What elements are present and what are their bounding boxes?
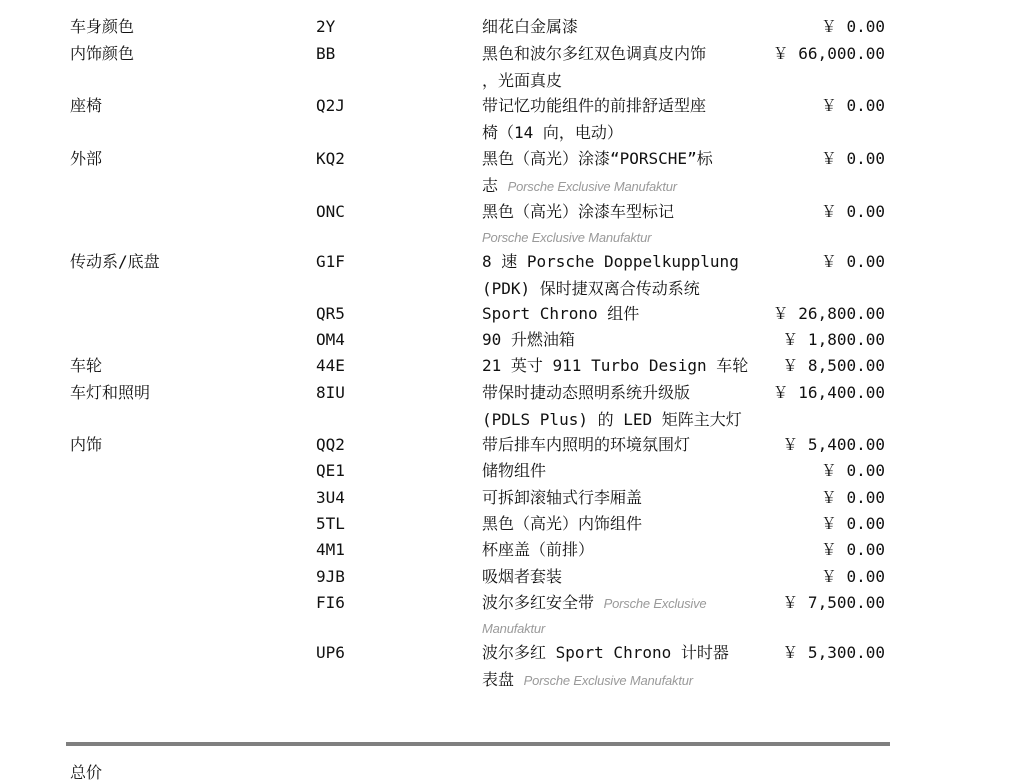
option-code: 2Y <box>316 17 336 36</box>
option-description: Sport Chrono 组件 <box>482 304 640 323</box>
option-price: ￥ 0.00 <box>820 17 885 36</box>
option-description: 黑色和波尔多红双色调真皮内饰 ，光面真皮 <box>482 44 707 90</box>
option-description: 带后排车内照明的环境氛围灯 <box>482 435 691 454</box>
option-price: ￥ 5,300.00 <box>782 643 885 662</box>
option-price: ￥ 0.00 <box>820 96 885 115</box>
option-description: 21 英寸 911 Turbo Design 车轮 <box>482 356 749 375</box>
option-description: 可拆卸滚轴式行李厢盖 <box>482 488 643 507</box>
category-label: 内饰颜色 <box>70 44 135 63</box>
option-price: ￥ 26,800.00 <box>772 304 885 323</box>
option-code: FI6 <box>316 593 345 612</box>
option-code: QR5 <box>316 304 345 323</box>
option-price: ￥ 0.00 <box>820 567 885 586</box>
option-description: 带保时捷动态照明系统升级版 (PDLS Plus) 的 LED 矩阵主大灯 <box>482 383 742 429</box>
option-code: ONC <box>316 202 345 221</box>
option-code: 4M1 <box>316 540 345 559</box>
brand-tagline: Manufaktur <box>482 621 546 636</box>
option-code: 8IU <box>316 383 345 402</box>
option-description: 90 升燃油箱 <box>482 330 575 349</box>
option-price: ￥ 7,500.00 <box>782 593 885 612</box>
section-divider <box>66 742 890 746</box>
category-label: 传动系/底盘 <box>70 252 160 271</box>
option-price: ￥ 66,000.00 <box>772 44 885 63</box>
option-description: 波尔多红 Sport Chrono 计时器 表盘 Porsche Exclusive Manufaktur <box>482 643 729 689</box>
category-label: 车灯和照明 <box>70 383 151 402</box>
category-label: 车轮 <box>70 356 103 375</box>
option-code: 44E <box>316 356 345 375</box>
option-code: 5TL <box>316 514 345 533</box>
option-price: ￥ 8,500.00 <box>782 356 885 375</box>
option-price: ￥ 0.00 <box>820 488 885 507</box>
option-description: 黑色（高光）内饰组件 <box>482 514 643 533</box>
option-code: 9JB <box>316 567 345 586</box>
brand-tagline: Porsche Exclusive Manufaktur <box>507 179 677 194</box>
category-label: 外部 <box>70 149 103 168</box>
option-description: 吸烟者套装 <box>482 567 563 586</box>
option-price: ￥ 1,800.00 <box>782 330 885 349</box>
option-code: QE1 <box>316 461 345 480</box>
option-description: 波尔多红安全带 Porsche Exclusive Manufaktur <box>482 593 707 636</box>
brand-tagline: Porsche Exclusive <box>603 596 707 611</box>
option-price: ￥ 0.00 <box>820 202 885 221</box>
category-label: 车身颜色 <box>70 17 135 36</box>
option-code: KQ2 <box>316 149 345 168</box>
option-price: ￥ 0.00 <box>820 540 885 559</box>
option-description: 细花白金属漆 <box>482 17 579 36</box>
brand-tagline: Porsche Exclusive Manufaktur <box>482 230 652 245</box>
option-code: BB <box>316 44 336 63</box>
option-price: ￥ 5,400.00 <box>782 435 885 454</box>
option-price: ￥ 0.00 <box>820 461 885 480</box>
option-price: ￥ 0.00 <box>820 514 885 533</box>
option-description: 储物组件 <box>482 461 547 480</box>
category-label: 内饰 <box>70 435 103 454</box>
option-price: ￥ 0.00 <box>820 149 885 168</box>
option-description: 杯座盖（前排） <box>482 540 595 559</box>
option-description: 黑色（高光）涂漆车型标记 Porsche Exclusive Manufaktur <box>482 202 675 245</box>
option-code: G1F <box>316 252 345 271</box>
option-code: QQ2 <box>316 435 345 454</box>
total-label-cut: 总价 <box>70 763 103 782</box>
option-code: UP6 <box>316 643 345 662</box>
option-code: OM4 <box>316 330 345 349</box>
option-code: Q2J <box>316 96 345 115</box>
option-description: 黑色（高光）涂漆“PORSCHE”标 志 Porsche Exclusive Manufaktur <box>482 149 713 195</box>
option-price: ￥ 0.00 <box>820 252 885 271</box>
option-description: 8 速 Porsche Doppelkupplung (PDK) 保时捷双离合传动系统 <box>482 252 739 298</box>
option-code: 3U4 <box>316 488 345 507</box>
category-label: 座椅 <box>70 96 103 115</box>
option-price: ￥ 16,400.00 <box>772 383 885 402</box>
brand-tagline: Porsche Exclusive Manufaktur <box>523 673 693 688</box>
option-description: 带记忆功能组件的前排舒适型座 椅（14 向，电动） <box>482 96 707 142</box>
